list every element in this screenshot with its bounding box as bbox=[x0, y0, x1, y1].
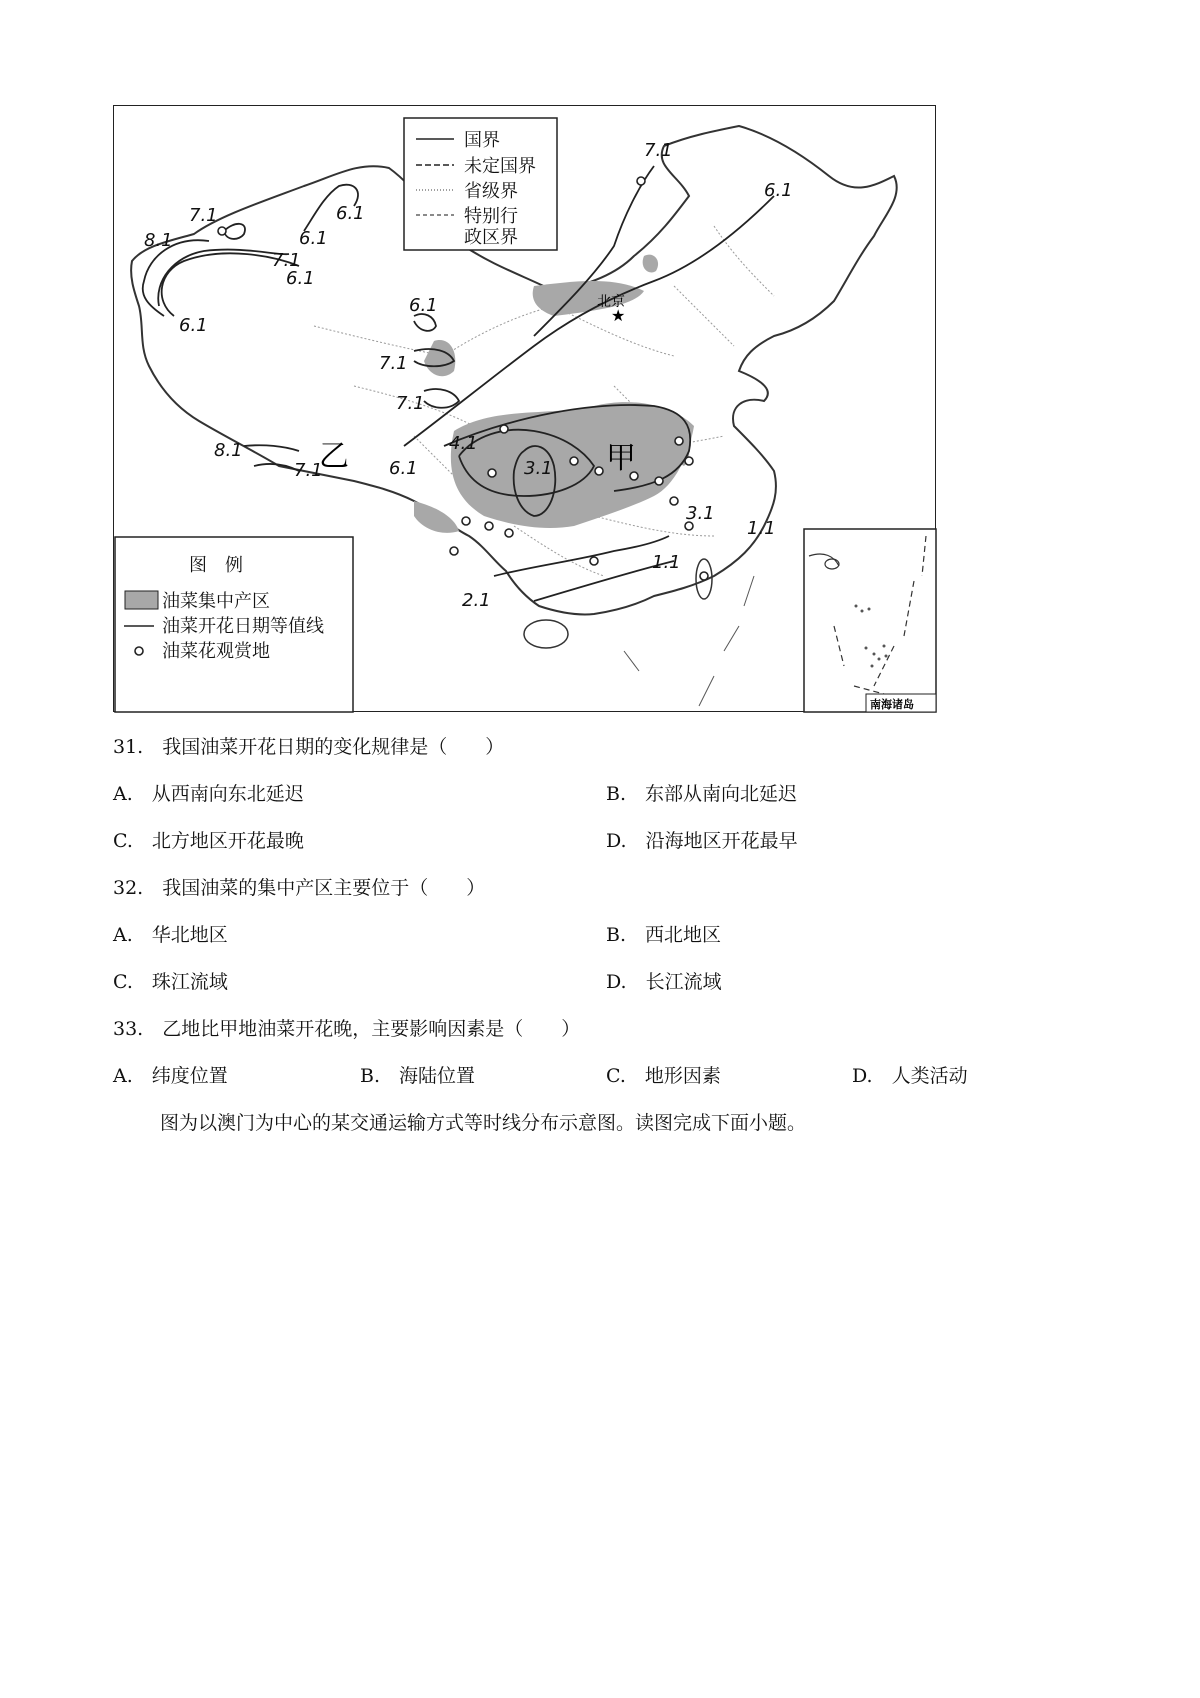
beijing-label: 北京 bbox=[597, 294, 625, 310]
question-31-option-b[interactable]: B. 东部从南向北延迟 bbox=[606, 783, 798, 805]
legend-sar-border-label-line2: 政区界 bbox=[464, 227, 518, 248]
isoline-label-8-1-tibet: 8.1 bbox=[214, 440, 243, 461]
isoline-label-7-1-tibet-b: 7.1 bbox=[294, 460, 323, 481]
isoline-label-6-1-nw-a: 6.1 bbox=[299, 228, 328, 249]
beijing-star-icon: ★ bbox=[611, 306, 626, 325]
isoline-7-1-loess-b bbox=[424, 389, 459, 408]
isoline-label-3-1-central: 3.1 bbox=[524, 458, 553, 479]
legend-sar-border-label-line1: 特别行 bbox=[464, 206, 518, 227]
isoline-label-7-1-nw-b: 7.1 bbox=[272, 250, 301, 271]
question-32-option-b[interactable]: B. 西北地区 bbox=[606, 924, 722, 946]
legend-undetermined-border-label: 未定国界 bbox=[464, 156, 536, 177]
question-33-option-d[interactable]: D. 人类活动 bbox=[852, 1065, 968, 1087]
isoline-label-1-1-inset: 1.1 bbox=[747, 518, 776, 539]
question-31-option-d[interactable]: D. 沿海地区开花最早 bbox=[606, 830, 798, 852]
isoline-label-6-1-ne-east: 6.1 bbox=[764, 180, 793, 201]
question-33-option-b[interactable]: B. 海陆位置 bbox=[360, 1065, 476, 1087]
isoline-label-7-1-loess-b: 7.1 bbox=[396, 393, 425, 414]
isoline-label-7-1-nw-inner: 7.1 bbox=[189, 205, 218, 226]
question-31-stem: 31. 我国油菜开花日期的变化规律是（ ） bbox=[113, 736, 505, 758]
isoline-label-1-1-southeast: 1.1 bbox=[652, 552, 681, 573]
isoline-6-1-n-central bbox=[414, 314, 436, 331]
isoline-label-7-1-loess-a: 7.1 bbox=[379, 353, 408, 374]
question-31-option-a[interactable]: A. 从西南向东北延迟 bbox=[113, 783, 304, 805]
inset-south-china-sea-box bbox=[804, 529, 936, 712]
legend-isoline-label: 油菜开花日期等值线 bbox=[162, 616, 324, 637]
question-33-stem: 33. 乙地比甲地油菜开花晚，主要影响因素是（ ） bbox=[113, 1018, 581, 1040]
question-32-option-c[interactable]: C. 珠江流域 bbox=[113, 971, 228, 993]
isoline-label-6-1-nw-c: 6.1 bbox=[286, 268, 315, 289]
isoline-7-1-tibet bbox=[254, 464, 299, 471]
question-33-option-a[interactable]: A. 纬度位置 bbox=[113, 1065, 228, 1087]
question-32-option-d[interactable]: D. 长江流域 bbox=[606, 971, 722, 993]
question-32-option-a[interactable]: A. 华北地区 bbox=[113, 924, 228, 946]
place-label-yi: 乙 bbox=[319, 439, 349, 474]
next-section-intro: 图为以澳门为中心的某交通运输方式等时线分布示意图。读图完成下面小题。 bbox=[160, 1112, 807, 1134]
isoline-label-4-1-sichuan: 4.1 bbox=[449, 433, 478, 454]
question-33-option-c[interactable]: C. 地形因素 bbox=[606, 1065, 721, 1087]
isoline-label-3-1-east: 3.1 bbox=[686, 503, 715, 524]
isoline-label-6-1-nw-d: 6.1 bbox=[179, 315, 208, 336]
legend-scenic-spot-label: 油菜花观赏地 bbox=[162, 641, 270, 662]
inset-label: 南海诸岛 bbox=[870, 698, 914, 711]
isoline-label-2-1-south: 2.1 bbox=[462, 590, 491, 611]
isoline-label-7-1-ne: 7.1 bbox=[644, 140, 673, 161]
isoline-label-8-1-nw: 8.1 bbox=[144, 230, 173, 251]
hainan-island bbox=[524, 620, 568, 648]
question-31-option-c[interactable]: C. 北方地区开花最晚 bbox=[113, 830, 304, 852]
question-32-stem: 32. 我国油菜的集中产区主要位于（ ） bbox=[113, 877, 486, 899]
place-label-jia: 甲 bbox=[606, 441, 636, 476]
isoline-label-6-1-north: 6.1 bbox=[336, 203, 365, 224]
legend-country-border-label: 国界 bbox=[464, 130, 500, 151]
isoline-7-1-nw-inner bbox=[224, 224, 245, 239]
isoline-label-6-1-sw: 6.1 bbox=[389, 458, 418, 479]
map-figure bbox=[114, 106, 937, 713]
isoline-label-6-1-north-central: 6.1 bbox=[409, 295, 438, 316]
maritime-boundary-dashes bbox=[624, 576, 754, 706]
rapeseed-flowering-map bbox=[113, 105, 936, 712]
legend-rapeseed-area-label: 油菜集中产区 bbox=[162, 591, 270, 612]
legend-bottom-title: 图 例 bbox=[189, 555, 243, 576]
legend-province-border-label: 省级界 bbox=[464, 181, 518, 202]
